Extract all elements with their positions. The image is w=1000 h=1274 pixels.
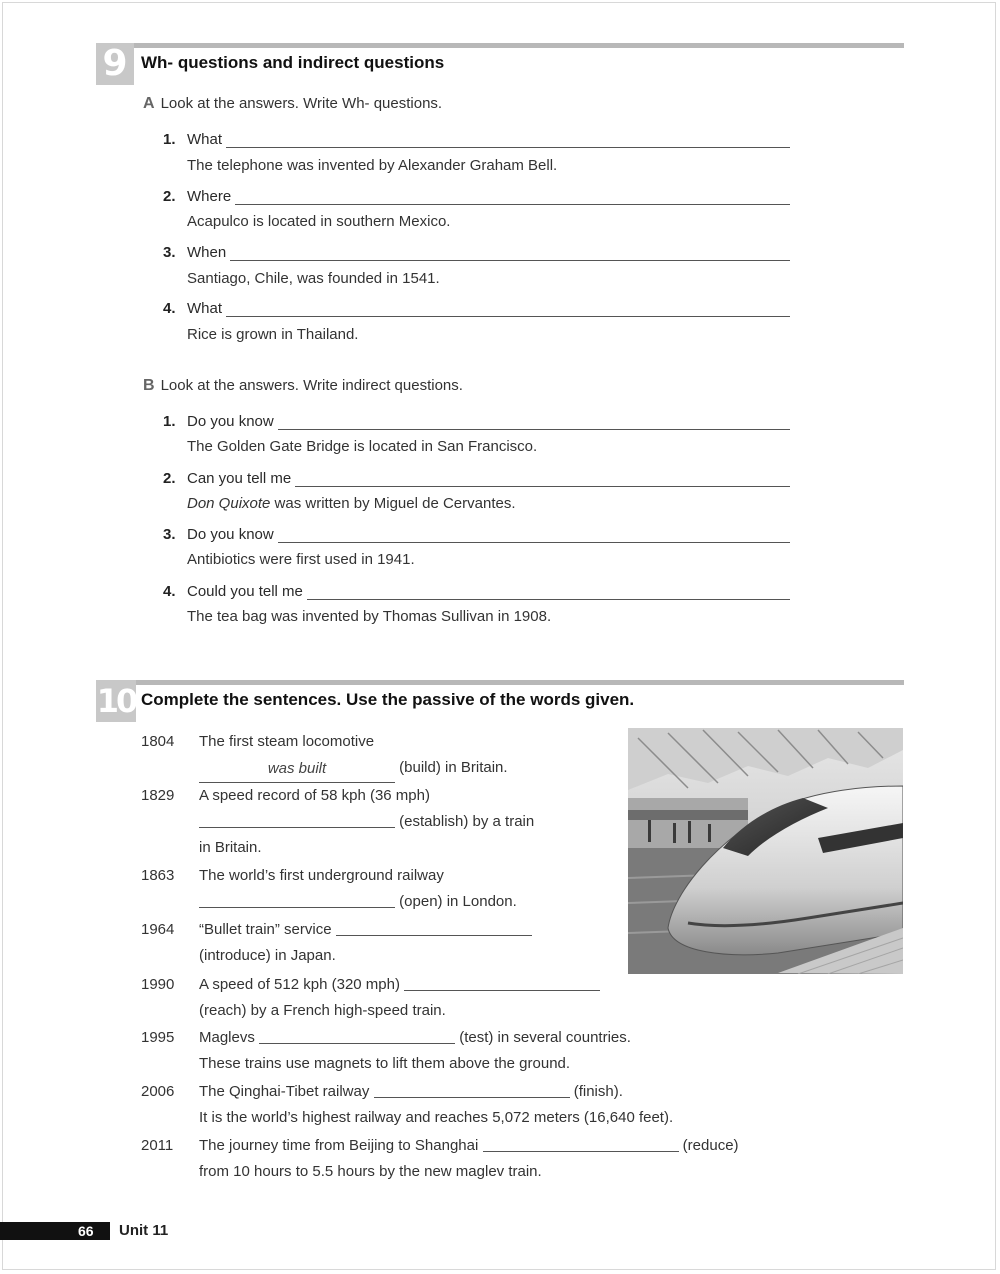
train-photo bbox=[628, 728, 903, 974]
question-line[interactable] bbox=[163, 128, 790, 148]
entry-text: (finish). bbox=[573, 1083, 623, 1100]
question-prompt: Where bbox=[187, 188, 232, 205]
question-line[interactable] bbox=[163, 580, 790, 600]
entry-text: (reach) by a French high-speed train. bbox=[199, 1002, 446, 1019]
entry-text: A speed of 512 kph (320 mph) bbox=[199, 976, 400, 993]
timeline-entry bbox=[141, 972, 641, 1028]
part-letter: B bbox=[143, 377, 155, 394]
question-number: 2. bbox=[163, 470, 176, 487]
entry-year: 1964 bbox=[141, 921, 175, 938]
question-prompt: Can you tell me bbox=[187, 470, 292, 487]
entry-text: (open) in London. bbox=[399, 893, 517, 910]
unit-label: Unit 11 bbox=[119, 1222, 169, 1239]
entry-text: Maglevs bbox=[199, 1029, 255, 1046]
answer-blank[interactable] bbox=[307, 587, 790, 600]
question-line[interactable] bbox=[163, 467, 790, 487]
book-title: Don Quixote bbox=[187, 495, 271, 512]
given-answer: The Golden Gate Bridge is located in San Francisco. bbox=[187, 438, 538, 455]
instruction-text: Look at the answers. Write Wh- questions. bbox=[160, 95, 443, 112]
section-title: Complete the sentences. Use the passive of the words given. bbox=[141, 690, 635, 709]
question-number: 3. bbox=[163, 526, 176, 543]
entry-text: The journey time from Beijing to Shanghai bbox=[199, 1137, 479, 1154]
entry-year: 1829 bbox=[141, 787, 175, 804]
part-letter: A bbox=[143, 95, 155, 112]
section-9-header bbox=[96, 43, 904, 85]
train-photo-illustration bbox=[628, 728, 903, 974]
entry-text: (reduce) bbox=[682, 1137, 739, 1154]
question-line[interactable] bbox=[163, 297, 790, 317]
timeline-entry bbox=[141, 1133, 801, 1189]
question-prompt: What bbox=[187, 300, 223, 317]
question-number: 4. bbox=[163, 300, 176, 317]
entry-year: 1863 bbox=[141, 867, 175, 884]
answer-blank[interactable] bbox=[404, 974, 600, 991]
header-rule bbox=[96, 680, 904, 685]
entry-year: 1990 bbox=[141, 976, 175, 993]
timeline-entry bbox=[141, 1025, 701, 1081]
entry-text: The world’s first underground railway bbox=[199, 867, 444, 884]
entry-text: (test) in several countries. bbox=[459, 1029, 631, 1046]
question-number: 1. bbox=[163, 413, 176, 430]
answer-blank[interactable] bbox=[199, 811, 395, 828]
given-answer: Rice is grown in Thailand. bbox=[187, 326, 359, 343]
question-prompt: Could you tell me bbox=[187, 583, 303, 600]
given-answer: The telephone was invented by Alexander Graham Bell. bbox=[187, 157, 558, 174]
answer-blank[interactable] bbox=[226, 135, 790, 148]
entry-text: from 10 hours to 5.5 hours by the new maglev train. bbox=[199, 1163, 542, 1180]
section-10-header bbox=[96, 680, 904, 722]
answer-blank[interactable] bbox=[336, 919, 532, 936]
answer-blank[interactable] bbox=[374, 1081, 570, 1098]
question-line[interactable] bbox=[163, 410, 790, 430]
section-number-badge: 10 bbox=[96, 682, 136, 720]
question-prompt: When bbox=[187, 244, 227, 261]
question-line[interactable] bbox=[163, 185, 790, 205]
timeline-entry bbox=[141, 729, 621, 785]
answer-blank[interactable] bbox=[483, 1135, 679, 1152]
entry-year: 1804 bbox=[141, 733, 175, 750]
entry-text: (establish) by a train bbox=[399, 813, 535, 830]
question-number: 4. bbox=[163, 583, 176, 600]
given-answer: Antibiotics were first used in 1941. bbox=[187, 551, 415, 568]
timeline-entry bbox=[141, 917, 621, 973]
answer-blank[interactable] bbox=[295, 474, 790, 487]
given-answer: Santiago, Chile, was founded in 1541. bbox=[187, 270, 440, 287]
answer-blank[interactable] bbox=[199, 891, 395, 908]
entry-year: 1995 bbox=[141, 1029, 175, 1046]
entry-text: The first steam locomotive bbox=[199, 733, 375, 750]
question-prompt: Do you know bbox=[187, 526, 274, 543]
example-answer: was built bbox=[199, 756, 395, 783]
entry-text: A speed record of 58 kph (36 mph) bbox=[199, 787, 430, 804]
answer-text: was written by Miguel de Cervantes. bbox=[270, 495, 516, 512]
answer-blank[interactable] bbox=[230, 248, 790, 261]
answer-blank[interactable] bbox=[259, 1027, 455, 1044]
header-rule bbox=[96, 43, 904, 48]
part-b-instruction bbox=[143, 377, 463, 395]
question-number: 1. bbox=[163, 131, 176, 148]
timeline-entry bbox=[141, 783, 621, 863]
question-number: 2. bbox=[163, 188, 176, 205]
entry-text: (build) in Britain. bbox=[399, 759, 508, 776]
page-number: 66 bbox=[78, 1223, 94, 1239]
entry-text: These trains use magnets to lift them above the ground. bbox=[199, 1055, 571, 1072]
question-prompt: What bbox=[187, 131, 223, 148]
entry-text: It is the world’s highest railway and reaches 5,072 meters (16,640 feet). bbox=[199, 1109, 674, 1126]
given-answer: Acapulco is located in southern Mexico. bbox=[187, 213, 451, 230]
given-answer: The tea bag was invented by Thomas Sullivan in 1908. bbox=[187, 608, 552, 625]
section-number-badge: 9 bbox=[96, 43, 134, 85]
answer-blank[interactable] bbox=[226, 304, 790, 317]
instruction-text: Look at the answers. Write indirect questions. bbox=[160, 377, 463, 394]
entry-text: in Britain. bbox=[199, 839, 262, 856]
question-line[interactable] bbox=[163, 241, 790, 261]
timeline-entry bbox=[141, 1079, 761, 1135]
section-title: Wh- questions and indirect questions bbox=[141, 53, 445, 72]
answer-blank[interactable] bbox=[278, 417, 790, 430]
entry-year: 2006 bbox=[141, 1083, 175, 1100]
question-number: 3. bbox=[163, 244, 176, 261]
entry-text: The Qinghai-Tibet railway bbox=[199, 1083, 370, 1100]
answer-blank[interactable] bbox=[235, 192, 790, 205]
entry-text: (introduce) in Japan. bbox=[199, 947, 336, 964]
timeline-entry bbox=[141, 863, 621, 919]
answer-blank[interactable] bbox=[278, 530, 790, 543]
given-answer bbox=[187, 495, 516, 512]
question-prompt: Do you know bbox=[187, 413, 274, 430]
entry-year: 2011 bbox=[141, 1137, 174, 1154]
entry-text: “Bullet train” service bbox=[199, 921, 332, 938]
question-line[interactable] bbox=[163, 523, 790, 543]
part-a-instruction bbox=[143, 95, 442, 113]
